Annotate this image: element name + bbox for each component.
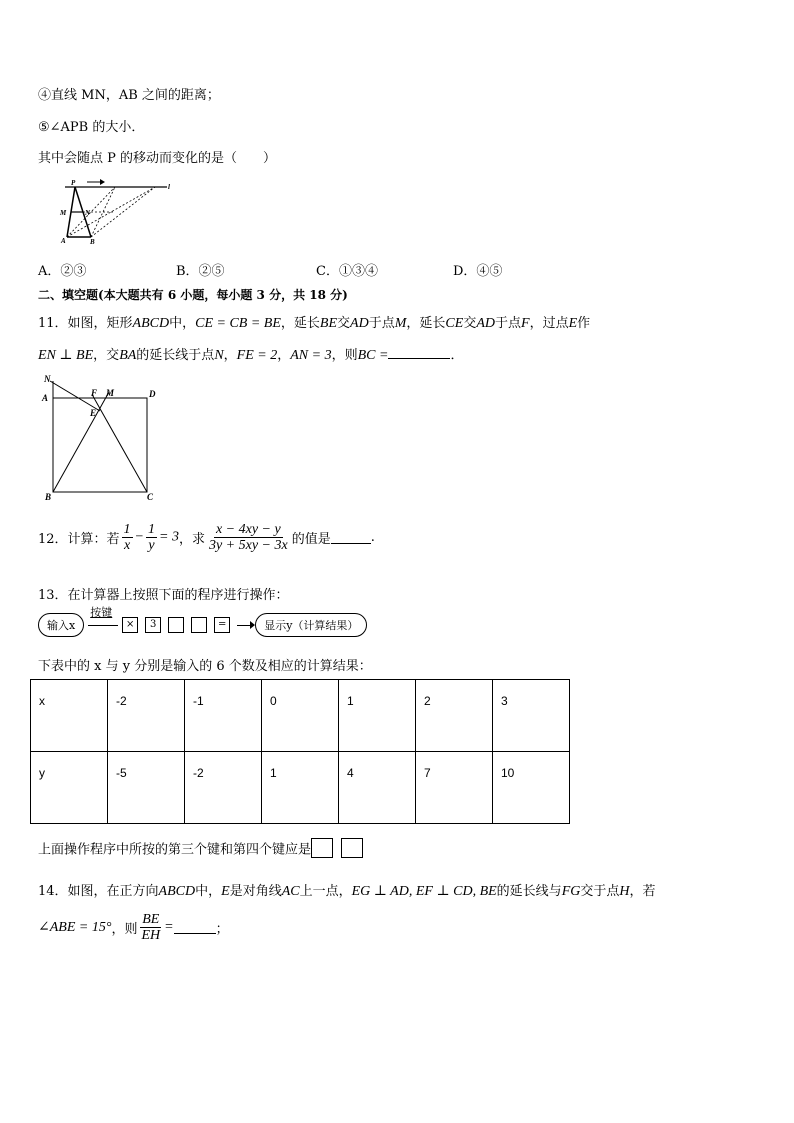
- q14-line-2: ∠ABE = 15°，则 $\frac{BE}{EH}$ = ；: [38, 912, 229, 943]
- q14-line-1: 14．如图，在正方向ABCD中，E是对角线AC上一点，EG ⊥ AD, EF ⊥ CD, BE的延长线与FG交于点H，若: [38, 884, 656, 899]
- q12-line: 12．计算：若 $\frac{1}{x}$ − $\frac{1}{y}$ = 3，求 $\frac{x - 4xy - y}{3y + 5xy - 3x}$ 的值是 .: [38, 522, 375, 553]
- q13-answer-box-2: [341, 838, 363, 858]
- q11-figure: [38, 372, 163, 504]
- q11-label-D: D: [149, 389, 156, 399]
- table-cell: 3: [493, 680, 570, 752]
- table-cell: -2: [185, 752, 262, 824]
- q13-intro: 13．在计算器上按照下面的程序进行操作：: [38, 588, 289, 603]
- q13-table: [30, 679, 570, 824]
- q11-line-2: EN ⊥ BE，交BA的延长线于点N，FE = 2，AN = 3，则BC = ．: [38, 348, 464, 363]
- table-cell: 1: [339, 680, 416, 752]
- q11-label-F: F: [91, 388, 98, 398]
- q10-choice-a: A．②③: [38, 264, 87, 279]
- q10-label-M: M: [60, 209, 67, 217]
- q10-label-N: N: [85, 209, 91, 217]
- table-cell: 10: [493, 752, 570, 824]
- table-cell: x: [31, 680, 108, 752]
- table-cell: 2: [416, 680, 493, 752]
- q13-input-pill: 输入x: [38, 613, 84, 637]
- q13-question: 上面操作程序中所按的第三个键和第四个键应是: [38, 838, 363, 858]
- q10-choice-c: C．①③④: [316, 264, 378, 279]
- section-heading: 二、填空题(本大题共有 6 小题，每小题 3 分，共 18 分): [38, 288, 348, 302]
- q10-item-4: ④直线 MN，AB 之间的距离；: [38, 88, 220, 103]
- q13-answer-box-1: [311, 838, 333, 858]
- q13-key-4: [191, 617, 207, 633]
- q10-stem: 其中会随点 P 的移动而变化的是（ ）: [38, 151, 277, 166]
- table-cell: 1: [262, 752, 339, 824]
- q10-label-P: P: [71, 179, 76, 187]
- table-cell: 0: [262, 680, 339, 752]
- q10-label-B: B: [90, 238, 95, 246]
- q10-figure: [55, 176, 180, 248]
- q10-label-A: A: [61, 237, 66, 245]
- table-row: [31, 752, 570, 824]
- q11-label-M: M: [106, 388, 115, 398]
- q10-item-5: ⑤∠APB 的大小．: [38, 120, 145, 135]
- q14-answer-blank: [174, 921, 216, 934]
- table-cell: -2: [108, 680, 185, 752]
- table-cell: 4: [339, 752, 416, 824]
- q11-line-1: 11．如图，矩形ABCD中，CE = CB = BE，延长BE交AD于点M，延长CE交AD于点F，过点E作: [38, 316, 591, 331]
- q11-label-A: A: [42, 393, 49, 403]
- table-cell: 7: [416, 752, 493, 824]
- table-cell: -1: [185, 680, 262, 752]
- table-cell: y: [31, 752, 108, 824]
- q13-arrow: [237, 625, 253, 626]
- q11-answer-blank: [388, 346, 450, 359]
- q12-answer-blank: [331, 531, 371, 544]
- q10-label-l: l: [168, 183, 170, 191]
- q13-key-1: ×: [122, 617, 138, 633]
- q13-output-pill: 显示y（计算结果）: [255, 613, 367, 637]
- q13-press-label: 按键: [90, 605, 113, 619]
- q13-table-intro: 下表中的 x 与 y 分别是输入的 6 个数及相应的计算结果：: [38, 659, 372, 674]
- q10-choice-d: D．④⑤: [453, 264, 503, 279]
- q13-key-3: [168, 617, 184, 633]
- q11-label-B: B: [45, 492, 52, 502]
- q10-choice-b: B．②⑤: [176, 264, 225, 279]
- q11-label-C: C: [147, 492, 154, 502]
- q13-program-flow: [38, 605, 367, 637]
- table-row: [31, 680, 570, 752]
- q13-key-5: =: [214, 617, 230, 633]
- table-cell: -5: [108, 752, 185, 824]
- q11-label-E: E: [90, 408, 97, 418]
- q13-key-2: 3: [145, 617, 161, 633]
- q11-label-N: N: [44, 374, 51, 384]
